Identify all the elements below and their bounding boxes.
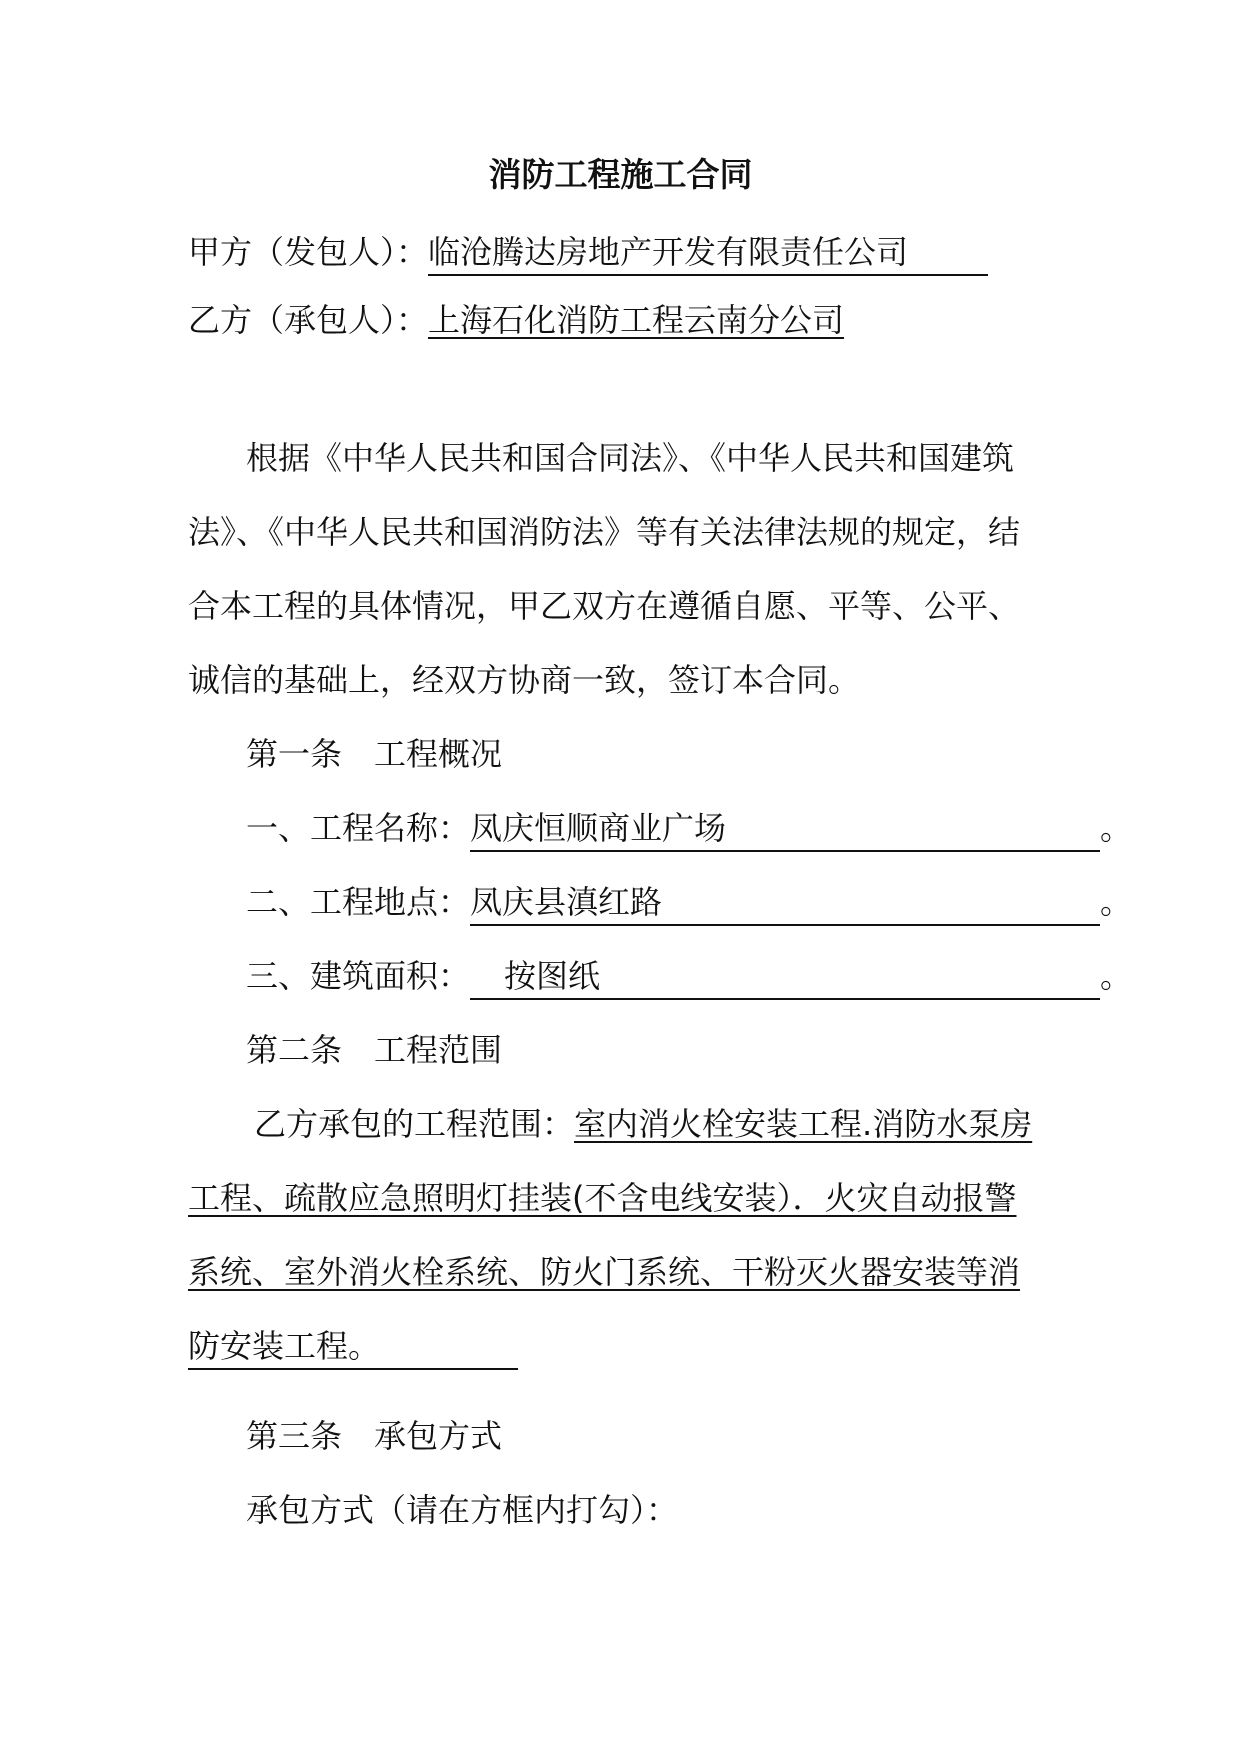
project-name-field bbox=[470, 806, 1100, 852]
building-area-value: 按图纸 bbox=[504, 957, 601, 995]
scope-line-4 bbox=[188, 1322, 518, 1370]
building-area-field bbox=[470, 954, 1100, 1000]
preamble-line-1: 根据《中华人民共和国合同法》、《中华人民共和国建筑 bbox=[246, 439, 1015, 477]
document-title: 消防工程施工合同 bbox=[488, 155, 753, 194]
project-name-end: 。 bbox=[1100, 809, 1133, 847]
building-area-label: 三、建筑面积： bbox=[246, 957, 471, 995]
project-name-label: 一、工程名称： bbox=[246, 809, 471, 847]
scope-line-2: 工程、疏散应急照明灯挂装(不含电线安装）．火灾自动报警 bbox=[188, 1179, 1017, 1217]
party-b-row bbox=[188, 296, 844, 344]
building-area-end: 。 bbox=[1100, 957, 1133, 995]
project-name-value: 凤庆恒顺商业广场 bbox=[470, 809, 727, 847]
building-area-row bbox=[246, 952, 1132, 1000]
article-3-heading: 第三条 承包方式 bbox=[246, 1417, 503, 1455]
project-site-label: 二、工程地点： bbox=[246, 883, 471, 921]
party-a-value bbox=[428, 230, 988, 276]
scope-label: 乙方承包的工程范围： bbox=[254, 1105, 575, 1143]
party-a-name: 临沧腾达房地产开发有限责任公司 bbox=[428, 233, 909, 271]
scope-text-4: 防安装工程。 bbox=[188, 1327, 381, 1365]
article-1-heading: 第一条 工程概况 bbox=[246, 735, 503, 773]
scope-line-3: 系统、室外消火栓系统、防火门系统、干粉灭火器安装等消 bbox=[188, 1253, 1021, 1291]
article-2-heading: 第二条 工程范围 bbox=[246, 1031, 503, 1069]
scope-line-4-field bbox=[188, 1324, 518, 1370]
contract-method-label: 承包方式（请在方框内打勾）： bbox=[246, 1491, 679, 1529]
party-a-row bbox=[188, 228, 988, 276]
project-site-field bbox=[470, 880, 1100, 926]
project-site-value: 凤庆县滇红路 bbox=[470, 883, 663, 921]
project-site-end: 。 bbox=[1100, 883, 1133, 921]
preamble-line-4: 诚信的基础上，经双方协商一致，签订本合同。 bbox=[188, 661, 861, 699]
project-name-row bbox=[246, 804, 1132, 852]
scope-line-1 bbox=[254, 1100, 1032, 1148]
project-site-row bbox=[246, 878, 1132, 926]
party-b-label: 乙方（承包人）： bbox=[188, 301, 429, 339]
party-a-label: 甲方（发包人）： bbox=[188, 233, 429, 271]
preamble-line-2: 法》、《中华人民共和国消防法》等有关法律法规的规定，结 bbox=[188, 513, 1021, 551]
scope-text-1: 室内消火栓安装工程.消防水泵房 bbox=[574, 1105, 1033, 1143]
preamble-line-3: 合本工程的具体情况，甲乙双方在遵循自愿、平等、公平、 bbox=[188, 587, 1021, 625]
party-b-value: 上海石化消防工程云南分公司 bbox=[428, 301, 845, 339]
